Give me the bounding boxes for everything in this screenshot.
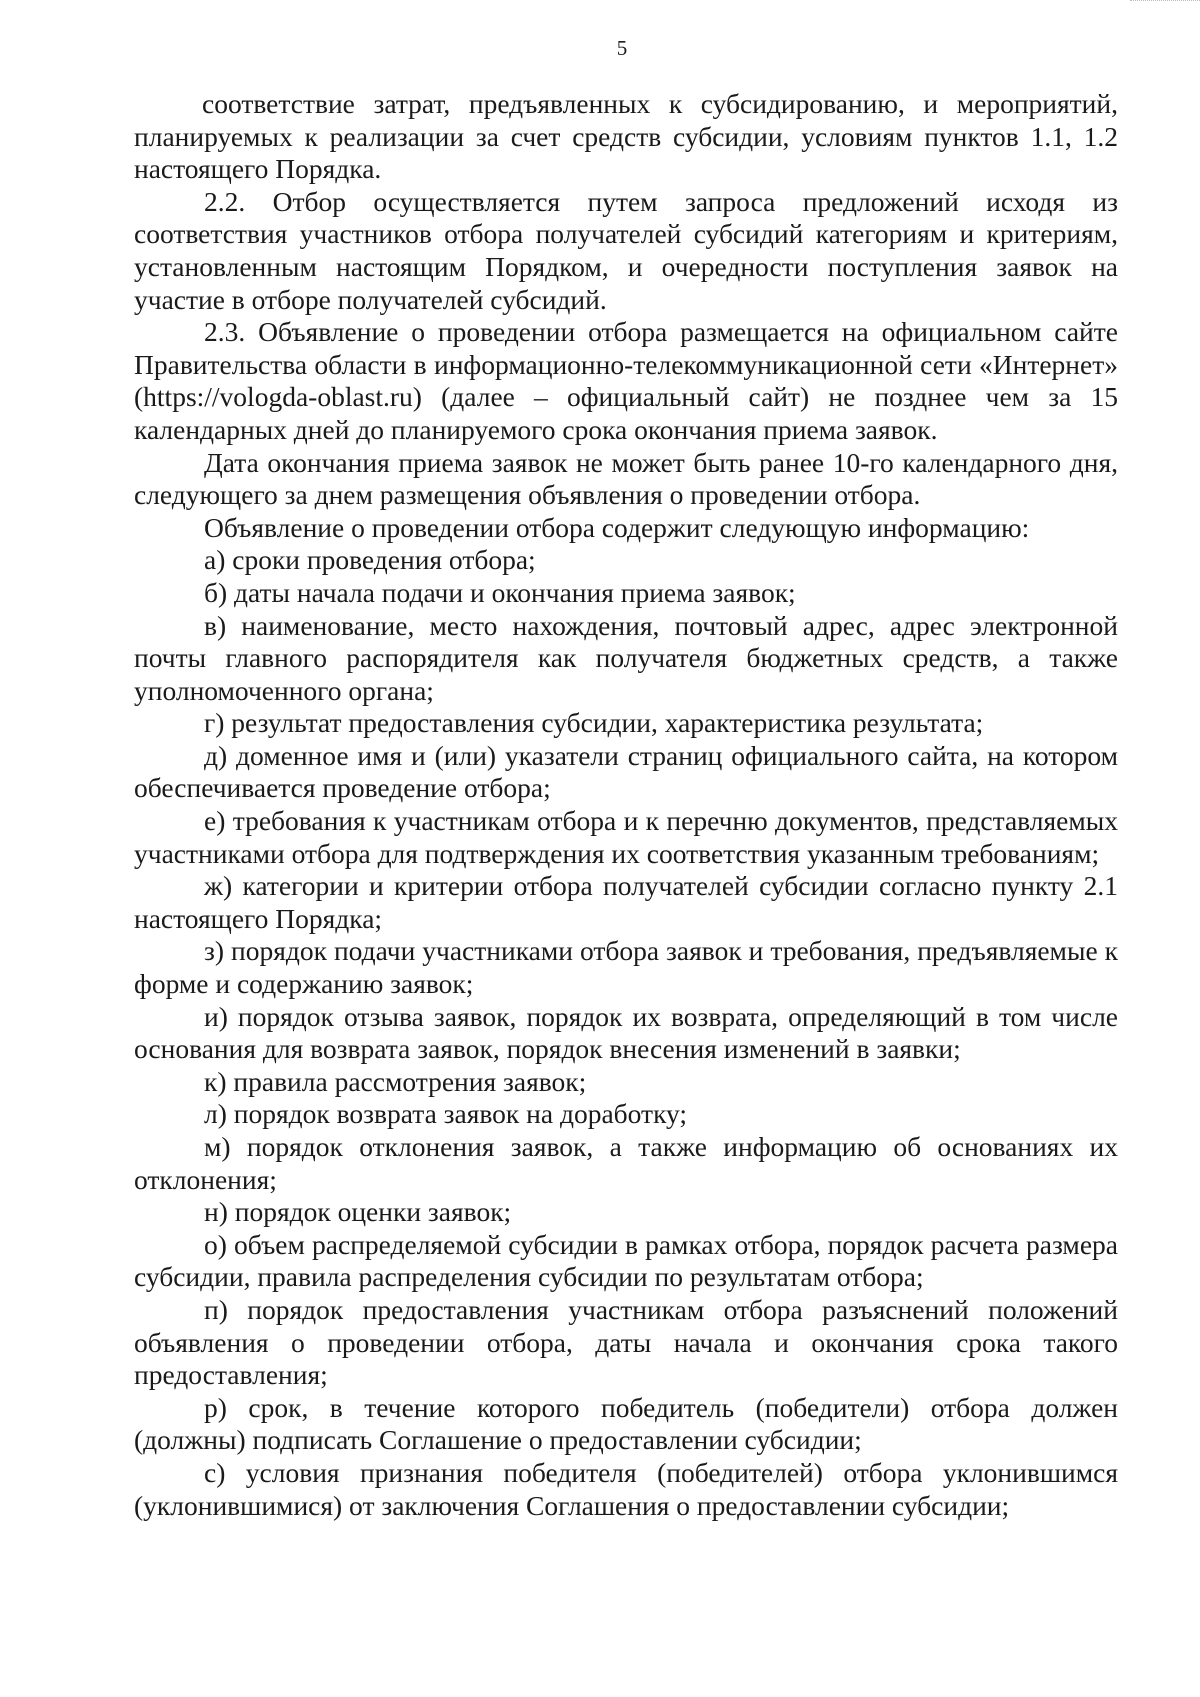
list-item-v: в) наименование, место нахождения, почтовый адрес, адрес электронной почты главного распорядителя как получателя бюджетных средств, а также уполномоченного органа; xyxy=(134,609,1118,706)
list-item-n: н) порядок оценки заявок; xyxy=(204,1196,512,1228)
list-item-b: б) даты начала подачи и окончания приема заявок; xyxy=(204,576,796,608)
list-item-k: к) правила рассмотрения заявок; xyxy=(204,1065,587,1097)
list-item-d: д) доменное имя и (или) указатели страниц официального сайта, на котором обеспечивается проведение отбора; xyxy=(134,739,1118,804)
paragraph-2-2: 2.2. Отбор осуществляется путем запроса предложений исходя из соответствия участников отбора получателей субсидий категориям и критериям, установленным настоящим Порядком, и очередности поступления заявок на участие в отборе получателей субсидий. xyxy=(134,185,1118,315)
list-item-o: о) объем распределяемой субсидии в рамках отбора, порядок расчета размера субсидии, правила распределения субсидии по результатам отбора; xyxy=(134,1228,1118,1293)
paragraph-continuation: соответствие затрат, предъявленных к субсидированию, и мероприятий, планируемых к реализации за счет средств субсидии, условиям пунктов 1.1, 1.2 настоящего Порядка. xyxy=(134,88,1118,185)
list-item-a: а) сроки проведения отбора; xyxy=(204,544,536,576)
paragraph-2-3: 2.3. Объявление о проведении отбора размещается на официальном сайте Правительства области в информационно-телекоммуникационной сети «Интернет» (https://vologda-oblast.ru) (далее – официальный сайт) не позднее чем за 15 календарных дней до планируемого срока окончания приема заявок. xyxy=(134,316,1118,445)
list-item-e: е) требования к участникам отбора и к перечню документов, представляемых участниками отбора для подтверждения их соответствия указанным требованиям; xyxy=(134,805,1118,869)
document-body xyxy=(134,88,1118,1522)
list-item-g: г) результат предоставления субсидии, характеристика результата; xyxy=(204,707,984,739)
list-item-zh: ж) категории и критерии отбора получателей субсидии согласно пункту 2.1 настоящего Порядка; xyxy=(134,870,1118,934)
paragraph-announcement-intro: Объявление о проведении отбора содержит следующую информацию: xyxy=(204,511,1030,543)
list-item-z: з) порядок подачи участниками отбора заявок и требования, предъявляемые к форме и содержанию заявок; xyxy=(134,935,1118,1000)
scan-edge-mark xyxy=(1130,0,1200,7)
list-item-p: п) порядок предоставления участникам отбора разъяснений положений объявления о проведении отбора, даты начала и окончания срока такого предоставления; xyxy=(134,1293,1118,1391)
list-item-i: и) порядок отзыва заявок, порядок их возврата, определяющий в том числе основания для возврата заявок, порядок внесения изменений в заявки; xyxy=(134,1000,1118,1065)
list-item-r: р) срок, в течение которого победитель (победители) отбора должен (должны) подписать Соглашение о предоставлении субсидии; xyxy=(134,1391,1118,1456)
list-item-m: м) порядок отклонения заявок, а также информацию об основаниях их отклонения; xyxy=(134,1131,1118,1195)
list-item-l: л) порядок возврата заявок на доработку; xyxy=(204,1098,688,1130)
paragraph-deadline: Дата окончания приема заявок не может быть ранее 10-го календарного дня, следующего за днем размещения объявления о проведении отбора. xyxy=(134,446,1118,511)
list-item-s: с) условия признания победителя (победителей) отбора уклонившимся (уклонившимися) от заключения Соглашения о предоставлении субсидии; xyxy=(134,1456,1118,1521)
page-number: 5 xyxy=(616,36,628,60)
